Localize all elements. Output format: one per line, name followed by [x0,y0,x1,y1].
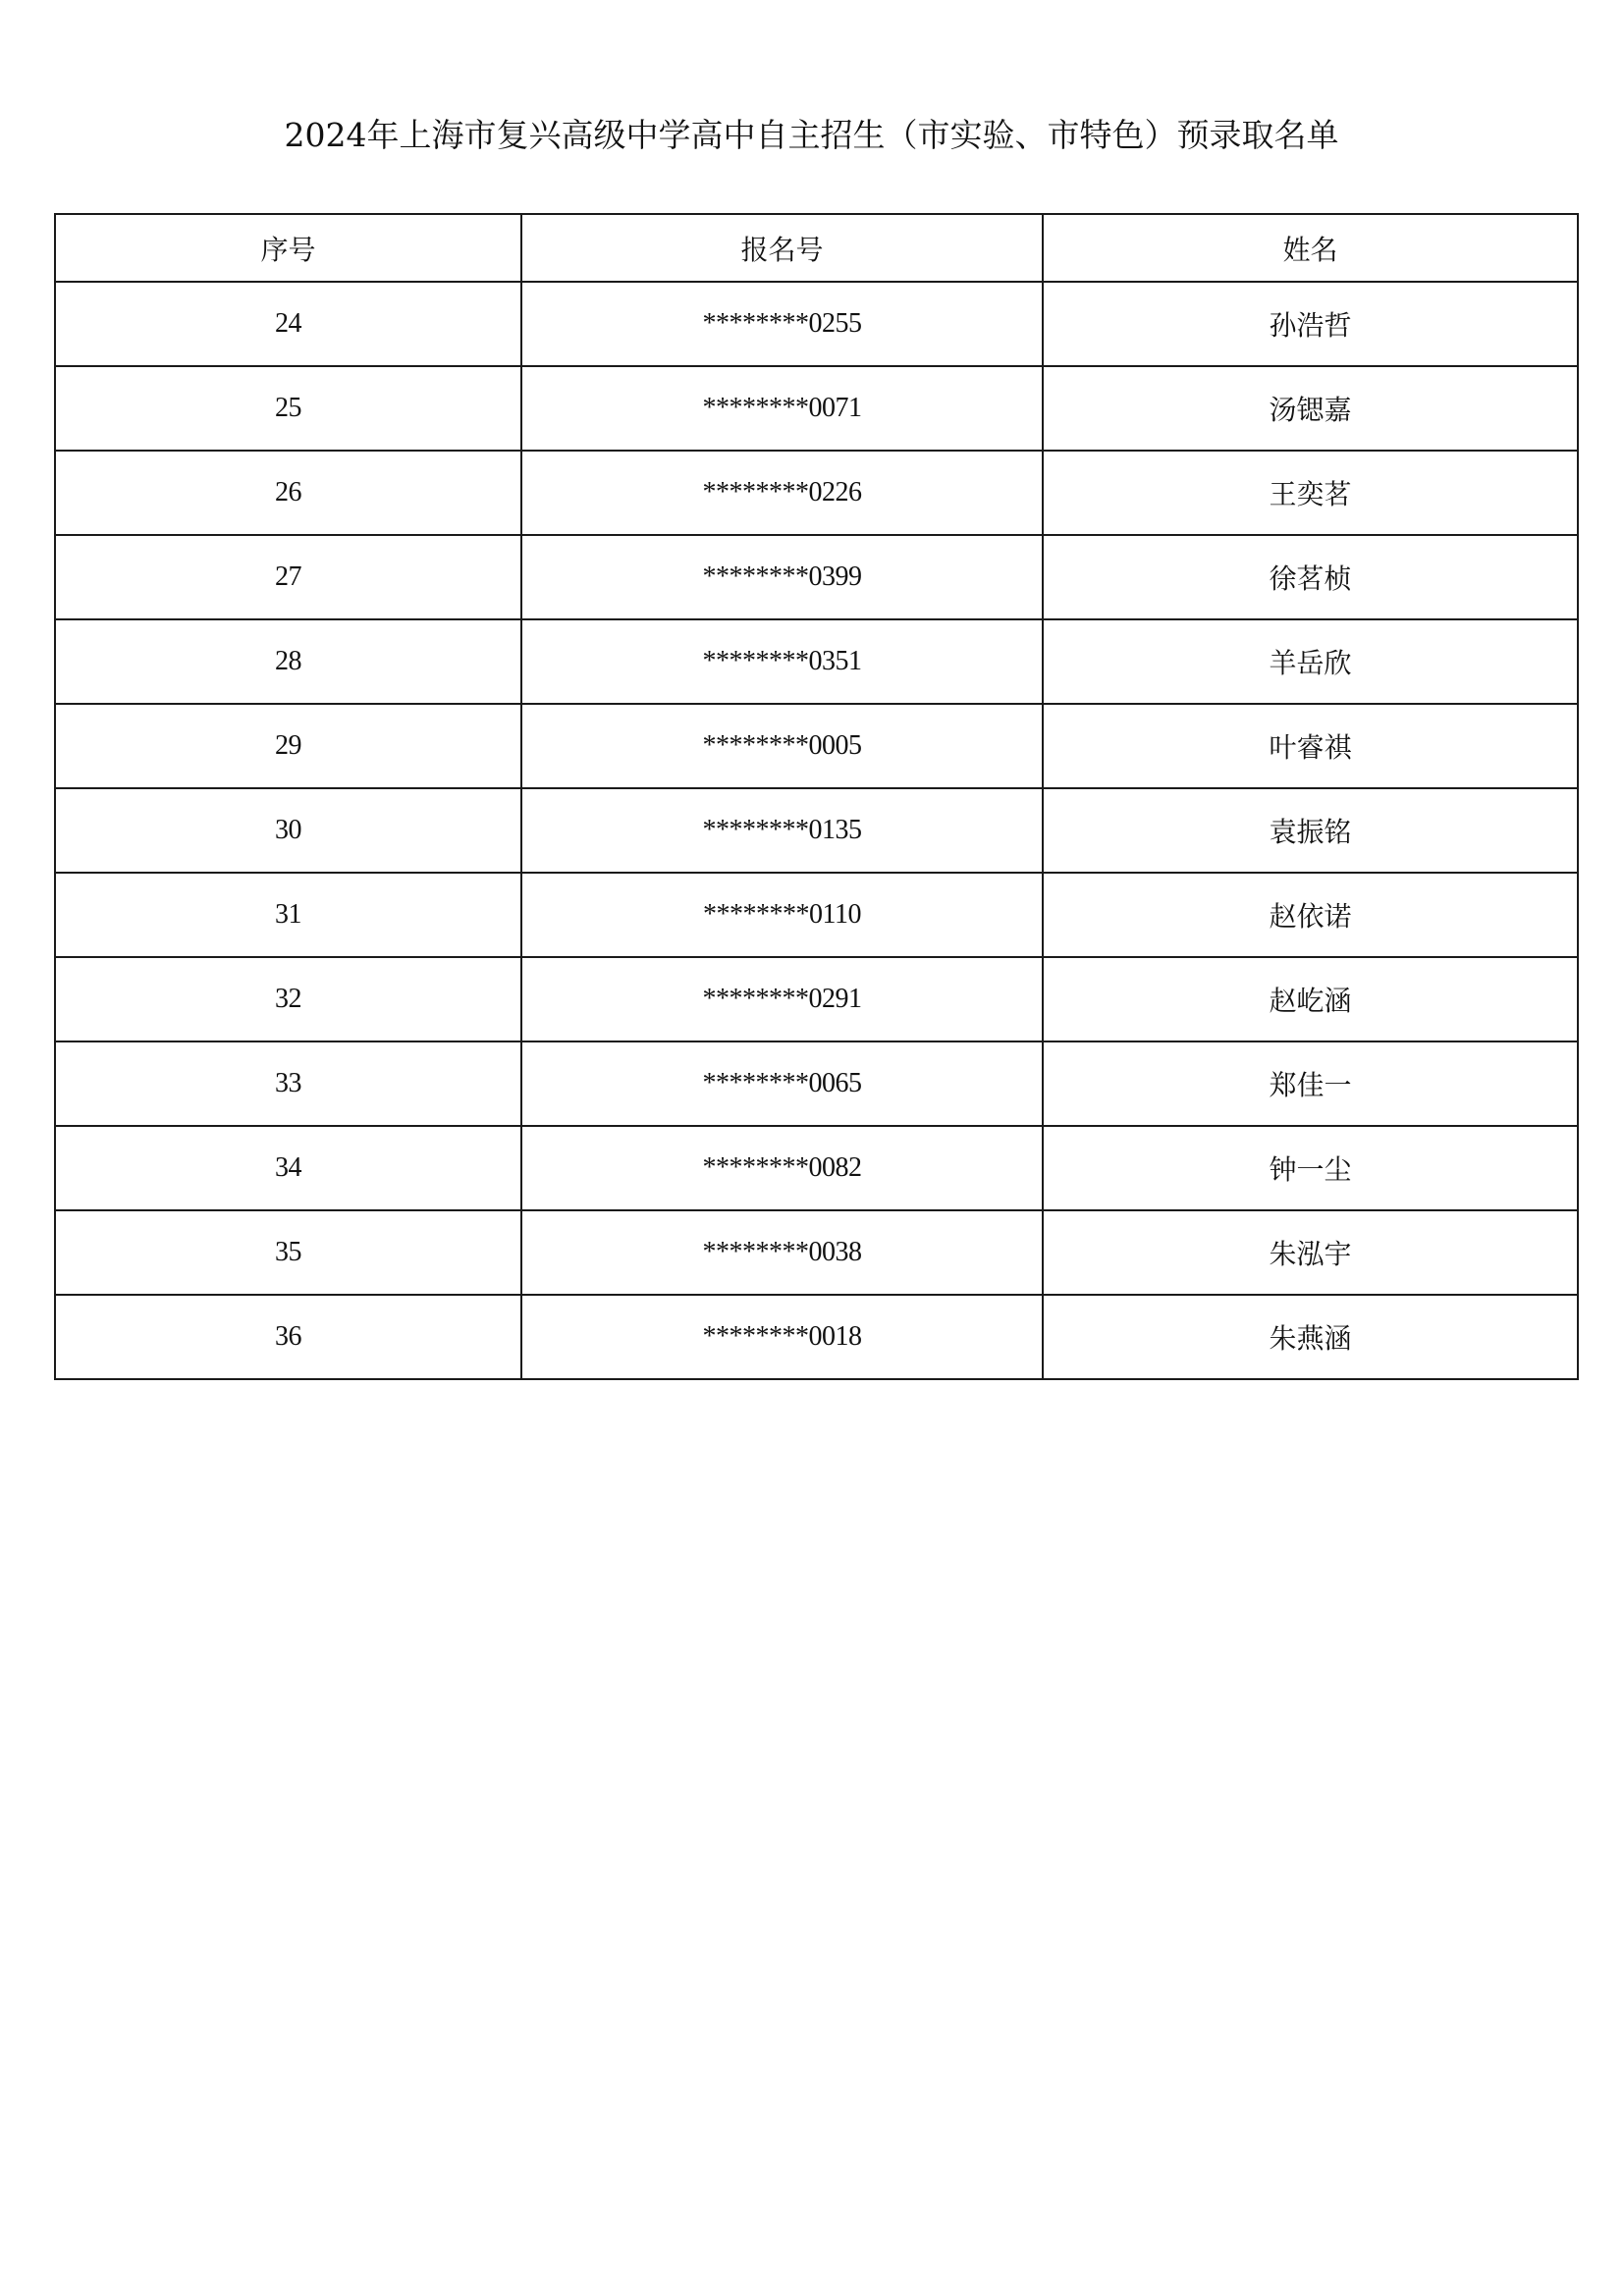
table-row [55,535,1578,619]
registration-cell: ********0110 [521,873,1043,957]
column-header-name: 姓名 [1043,214,1578,282]
name-cell: 羊岳欣 [1043,619,1578,704]
serial-cell: 32 [55,957,521,1041]
name-cell: 钟一尘 [1043,1126,1578,1210]
table-row [55,451,1578,535]
name-cell: 袁振铭 [1043,788,1578,873]
page-title: 2024年上海市复兴高级中学高中自主招生（市实验、市特色）预录取名单 [284,116,1339,154]
serial-cell: 34 [55,1126,521,1210]
admission-table [54,213,1579,1380]
table-row [55,873,1578,957]
registration-cell: ********0018 [521,1295,1043,1379]
serial-cell: 30 [55,788,521,873]
table-row [55,788,1578,873]
registration-cell: ********0226 [521,451,1043,535]
name-cell: 朱燕涵 [1043,1295,1578,1379]
registration-cell: ********0255 [521,282,1043,366]
serial-cell: 28 [55,619,521,704]
name-cell: 徐茗桢 [1043,535,1578,619]
registration-cell: ********0291 [521,957,1043,1041]
serial-cell: 31 [55,873,521,957]
table-row [55,282,1578,366]
table-row [55,366,1578,451]
name-cell: 赵依诺 [1043,873,1578,957]
registration-cell: ********0135 [521,788,1043,873]
column-header-serial: 序号 [55,214,521,282]
table-row [55,1295,1578,1379]
table-row [55,619,1578,704]
serial-cell: 29 [55,704,521,788]
registration-cell: ********0005 [521,704,1043,788]
table-row [55,957,1578,1041]
registration-cell: ********0071 [521,366,1043,451]
table-row [55,1041,1578,1126]
serial-cell: 35 [55,1210,521,1295]
name-cell: 汤锶嘉 [1043,366,1578,451]
table-header-row [55,214,1578,282]
registration-cell: ********0351 [521,619,1043,704]
column-header-registration: 报名号 [521,214,1043,282]
registration-cell: ********0038 [521,1210,1043,1295]
serial-cell: 27 [55,535,521,619]
registration-cell: ********0065 [521,1041,1043,1126]
serial-cell: 36 [55,1295,521,1379]
name-cell: 孙浩哲 [1043,282,1578,366]
serial-cell: 24 [55,282,521,366]
table-row [55,1126,1578,1210]
name-cell: 叶睿祺 [1043,704,1578,788]
name-cell: 朱泓宇 [1043,1210,1578,1295]
name-cell: 赵屹涵 [1043,957,1578,1041]
table-row [55,1210,1578,1295]
table-row [55,704,1578,788]
registration-cell: ********0399 [521,535,1043,619]
serial-cell: 26 [55,451,521,535]
name-cell: 王奕茗 [1043,451,1578,535]
registration-cell: ********0082 [521,1126,1043,1210]
serial-cell: 25 [55,366,521,451]
serial-cell: 33 [55,1041,521,1126]
name-cell: 郑佳一 [1043,1041,1578,1126]
